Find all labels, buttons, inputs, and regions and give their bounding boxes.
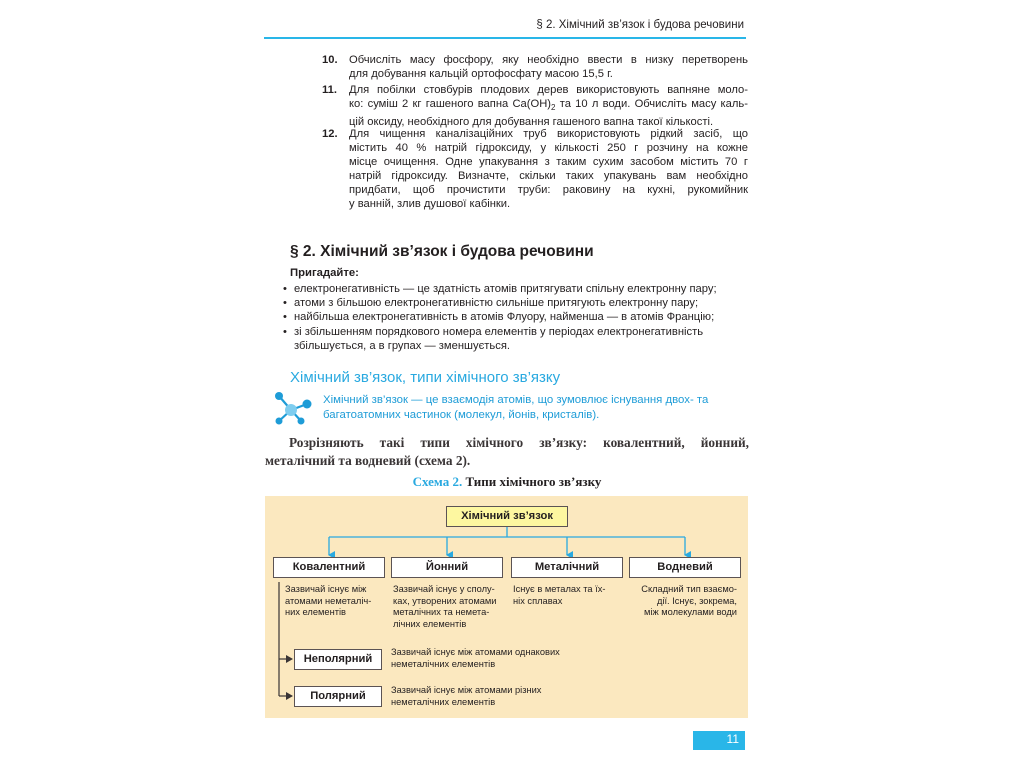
definition-line: багатоатомних частинок (молекул, йонів, кристалів). — [323, 409, 600, 421]
recall-item-continuation — [283, 339, 753, 353]
type-desc-ionic — [393, 584, 497, 630]
running-header: § 2. Хімічний зв’язок і будова речовини — [536, 19, 744, 31]
scheme-diagram — [265, 496, 748, 718]
molecule-icon — [271, 390, 315, 426]
exercise-11 — [322, 83, 748, 129]
section-title: § 2. Хімічний зв’язок і будова речовини — [290, 243, 594, 260]
scheme-root-box: Хімічний зв’язок — [446, 506, 568, 527]
desc-line: дії. Існує, зокрема, — [656, 595, 737, 606]
exercise-line-rest: та 10 л води. Обчисліть масу каль- — [555, 98, 748, 110]
exercise-line: для добування кальцій ортофосфату масою 15,5 г. — [349, 68, 613, 80]
formula-text: ко: суміш 2 кг гашеного вапна Ca(OH) — [349, 98, 551, 110]
type-box-ionic: Йонний — [391, 557, 503, 578]
formula-subscript: 2 — [551, 103, 556, 113]
desc-line: Зазвичай існує між атомами однакових — [391, 647, 560, 657]
desc-line: ках, утворених атомами — [393, 595, 497, 606]
exercise-line: придбати, щоб прочистити труби: раковину на кухні, рукомийник — [349, 184, 748, 196]
exercise-line: Для побілки стовбурів плодових дерев використовують вапняне моло- — [349, 84, 748, 96]
exercise-12 — [322, 127, 748, 211]
desc-line: них елементів — [285, 607, 346, 617]
subtype-desc-nonpolar — [391, 647, 560, 670]
desc-line: Складний тип взаємо- — [641, 584, 737, 594]
exercise-line: Обчисліть масу фосфору, яку необхідно ввести в низку перетворень — [349, 54, 748, 66]
exercise-line: місце очищення. Одне упакування з таким сухим засобом містить 70 г — [349, 156, 748, 168]
subtype-box-nonpolar: Неполярний — [294, 649, 382, 670]
scheme-title: Типи хімічного зв’язку — [465, 474, 602, 489]
subsection-title: Хімічний зв’язок, типи хімічного зв’язку — [290, 369, 561, 386]
scheme-caption — [265, 474, 749, 490]
paragraph-line: Розрізняють такі типи хімічного зв’язку: ковалентний, йонний, — [289, 435, 749, 450]
definition-block — [323, 393, 751, 423]
exercise-line: містить 40 % натрій гідроксиду, у кількості 250 г розчину на кожне — [349, 142, 748, 154]
desc-line: неметалічних елементів — [391, 696, 496, 707]
recall-item: • найбільша електронегативність в атомів Флуору, найменша — в атомів Францію; — [283, 310, 753, 324]
desc-line: Існує в металах та їх- — [513, 584, 606, 594]
type-desc-hydrogen — [631, 584, 737, 619]
type-desc-metallic — [513, 584, 606, 607]
definition-line: Хімічний зв’язок — це взаємодія атомів, що зумовлює існування двох- та — [323, 394, 709, 406]
page-number: 11 — [726, 732, 739, 746]
header-rule — [264, 37, 746, 39]
desc-line: Зазвичай існує між — [285, 584, 367, 594]
desc-line: неметалічних елементів — [391, 658, 496, 669]
desc-line: металічних та немета- — [393, 607, 490, 617]
type-box-covalent: Ковалентний — [273, 557, 385, 578]
exercise-line: Для чищення каналізаційних труб використовують рідкий засіб, що — [349, 128, 748, 140]
recall-item: • атоми з більшою електронегативністю сильніше притягують електронну пару; — [283, 296, 753, 310]
subtype-box-polar: Полярний — [294, 686, 382, 707]
recall-item-continuation-text: збільшується, а в групах — зменшується. — [294, 339, 510, 352]
desc-line: ніх сплавах — [513, 595, 563, 606]
exercise-number: 11. — [322, 84, 337, 96]
body-paragraph — [265, 434, 749, 470]
desc-line: Зазвичай існує у сполу- — [393, 584, 495, 594]
exercise-line: у ванній, злив душової кабінки. — [349, 198, 511, 210]
recall-item: • електронегативність — це здатність атомів притягувати спільну електронну пару; — [283, 282, 753, 296]
subtype-desc-polar — [391, 685, 541, 708]
exercise-line — [349, 97, 748, 115]
paragraph-line: металічний та водневий (схема 2). — [265, 453, 471, 468]
exercise-10 — [322, 53, 748, 81]
exercise-number: 12. — [322, 128, 338, 140]
type-box-hydrogen: Водневий — [629, 557, 741, 578]
scheme-label: Схема 2. — [412, 474, 463, 489]
exercise-line: цій оксиду, необхідного для добування гашеного вапна такої кількості. — [349, 116, 714, 129]
exercise-line: натрій гідроксиду. Визначте, скільки таких упакувань вам необхідно — [349, 170, 748, 182]
recall-list — [283, 282, 753, 353]
recall-item: • зі збільшенням порядкового номера елементів у періодах електронегативність — [283, 325, 753, 339]
type-desc-covalent — [285, 584, 371, 619]
desc-line: Зазвичай існує між атомами різних — [391, 685, 542, 695]
type-box-metallic: Металічний — [511, 557, 623, 578]
recall-heading: Пригадайте: — [290, 267, 359, 279]
desc-line: лічних елементів — [393, 618, 467, 629]
desc-line: атомами неметаліч- — [285, 595, 372, 606]
desc-line: між молекулами води — [643, 607, 737, 617]
exercise-number: 10. — [322, 54, 338, 66]
